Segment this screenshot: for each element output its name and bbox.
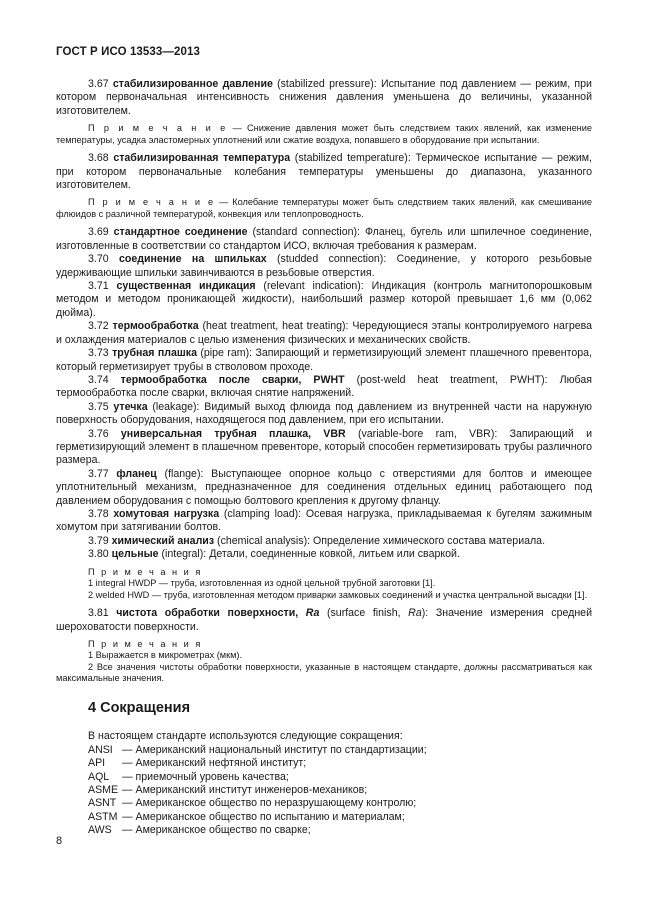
page-number: 8 (56, 835, 63, 847)
abbreviation-code: ASTM (88, 810, 118, 823)
abbreviation-desc: — Американский нефтяной институт; (122, 757, 307, 770)
abbreviation-item (56, 784, 592, 797)
definition-3-75: 3.75 утечка (leakage): Видимый выход флюида под давлением из внутренней части на наружную поверхность оборудования, находящегося под давлением, при его испытании. (56, 400, 593, 427)
definition-3-72: 3.72 термообработка (heat treatment, heat treating): Чередующиеся этапы контролируемого нагрева и охлаждения материалов с целью изменения физических и механических свойств. (56, 320, 592, 346)
definition-3-76: 3.76 универсальная трубная плашка, VBR (variable-bore ram, VBR): Запирающий и герметизирующий элемент в плашечном превенторе, который способен герметизировать трубы различного размера. (56, 427, 592, 467)
abbreviation-item (56, 757, 592, 770)
abbreviation-item (56, 771, 592, 784)
abbreviation-code: AWS (88, 824, 112, 837)
notes-heading-3-81: П р и м е ч а н и я (88, 638, 203, 649)
abbreviation-code: AQL (88, 770, 110, 783)
abbreviation-code: API (88, 757, 106, 770)
section-4-heading: 4 Сокращения (88, 699, 191, 716)
abbreviation-item (56, 797, 592, 810)
abbreviation-desc: — Американское общество по испытанию и материалам; (122, 810, 405, 823)
note-3-80-1: 1 integral HWDP — труба, изготовленная из одной цельной трубной заготовки [1]. (88, 578, 436, 589)
abbreviation-code: ASME (88, 783, 119, 796)
abbreviation-item (56, 744, 592, 757)
definition-3-69: 3.69 стандартное соединение (standard connection): Фланец, бугель или шпилечное соединение, изготовленные в соответствии со стандартом ИСО, включая требования к размерам. (56, 226, 592, 252)
document-header: ГОСТ Р ИСО 13533—2013 (56, 46, 201, 58)
abbreviations-intro: В настоящем стандарте используются следующие сокращения: (88, 730, 403, 743)
abbreviation-code: ANSI (88, 743, 113, 756)
definition-3-71: 3.71 существенная индикация (relevant indication): Индикация (контроль магнитопорошковым методом и методом проникающей жидкости), наибольший размер которой превышает 1,6 мм (0,062 дюйма). (56, 280, 592, 319)
note-3-68: П р и м е ч а н и е — Колебание температуры может быть следствием таких явлений, как смешивание флюидов с различной температурой, конвекция или теплопроводность. (56, 197, 592, 219)
definition-3-67: 3.67 стабилизированное давление (stabilized pressure): Испытание под давлением — режим, при котором первоначальная интенсивность снижения давления уменьшена до величины, указанной изготовителем. (56, 78, 592, 117)
abbreviations-list (56, 744, 592, 838)
definition-3-68: 3.68 стабилизированная температура (stabilized temperature): Термическое испытание — режим, при котором первоначальные колебания температуры уменьшены до диапазона, указанного изготовителем. (56, 152, 592, 192)
definition-3-79: 3.79 химический анализ (chemical analysis): Определение химического состава материала. (88, 534, 546, 547)
abbreviation-item (56, 824, 592, 837)
definition-3-81: 3.81 чистота обработки поверхности, Ra (surface finish, Ra): Значение измерения средней шероховатости поверхности. (56, 607, 592, 633)
note-3-80-2: 2 welded HWD — труба, изготовленная методом приварки замковых соединений и участка центральной высадки [1]. (88, 589, 588, 600)
abbreviation-desc: — Американское общество по сварке; (122, 824, 311, 837)
abbreviation-desc: — Американский национальный институт по стандартизации; (122, 743, 427, 756)
abbreviation-desc: — Американское общество по неразрушающему контролю; (122, 797, 417, 810)
definition-3-77: 3.77 фланец (flange): Выступающее опорное кольцо с отверстиями для болтов и имеющее уплотнительный механизм, предназначенное для соединения отдельных единиц работающего под давлением оборудования с помощью болтового крепления к другому фланцу. (56, 467, 593, 507)
note-3-81-1: 1 Выражается в микрометрах (мкм). (88, 650, 243, 661)
definition-3-74: 3.74 термообработка после сварки, PWHT (post-weld heat treatment, PWHT): Любая термообработка после сварки, включая снятие напряжений. (56, 373, 592, 400)
definition-3-80: 3.80 цельные (integral): Детали, соединенные ковкой, литьем или сваркой. (88, 548, 460, 561)
notes-heading-3-80: П р и м е ч а н и я (88, 566, 203, 577)
abbreviation-desc: — Американский институт инженеров-механиков; (122, 783, 368, 796)
abbreviation-desc: — приемочный уровень качества; (122, 770, 289, 783)
definition-3-78: 3.78 хомутовая нагрузка (clamping load): Осевая нагрузка, прикладываемая к бугелям зажимным хомутом при затягивании болтов. (56, 507, 592, 534)
note-3-81-2: 2 Все значения чистоты обработки поверхности, указанные в настоящем стандарте, должны рассматриваться как максимальные значения. (56, 661, 592, 684)
abbreviation-code: ASNT (88, 797, 117, 810)
definition-3-73: 3.73 трубная плашка (pipe ram): Запирающий и герметизирующий элемент плашечного превентора, который герметизирует трубы в стволовом проходе. (56, 347, 592, 373)
page-content (56, 78, 592, 838)
abbreviation-item (56, 811, 592, 824)
definition-3-70: 3.70 соединение на шпильках (studded connection): Соединение, у которого резьбовые удерживающие шпильки завинчиваются в резьбовые отверстия. (56, 253, 592, 279)
note-3-67: П р и м е ч а н и е — Снижение давления может быть следствием таких явлений, как изменение температуры, усадка эластомерных уплотнений или сжатие воздуха, попавшего в оборудование при испытании. (56, 123, 593, 145)
